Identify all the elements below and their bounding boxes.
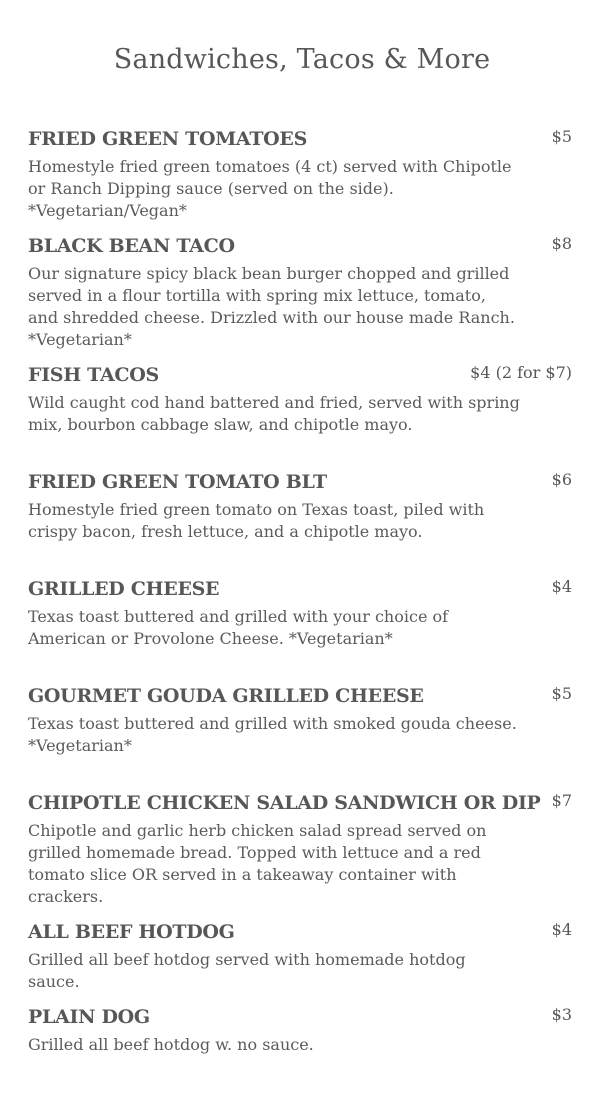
menu-item-all-beef-hotdog <box>28 921 572 993</box>
item-header <box>28 128 572 152</box>
item-description: Homestyle fried green tomatoes (4 ct) served with Chipotle or Ranch Dipping sauce (served on the side). *Vegetarian/Vegan* <box>28 157 512 220</box>
menu-item-black-bean-taco <box>28 235 572 351</box>
item-price: $8 <box>551 234 572 253</box>
item-name: FRIED GREEN TOMATO BLT <box>28 471 327 493</box>
item-price: $5 <box>551 127 572 146</box>
item-description: Grilled all beef hotdog served with homemade hotdog sauce. <box>28 950 466 991</box>
page-title: Sandwiches, Tacos & More <box>113 44 491 75</box>
item-name: BLACK BEAN TACO <box>28 235 235 257</box>
menu-item-fried-green-tomato-blt <box>28 471 572 543</box>
item-description: Texas toast buttered and grilled with your choice of American or Provolone Cheese. *Vegetarian* <box>28 607 449 648</box>
item-name: GRILLED CHEESE <box>28 578 220 600</box>
item-price: $3 <box>551 1005 572 1024</box>
menu-item-fried-green-tomatoes <box>28 128 572 222</box>
item-header <box>28 792 572 816</box>
menu-item-fish-tacos <box>28 364 572 436</box>
menu-item-gourmet-gouda-grilled-cheese <box>28 685 572 757</box>
item-header <box>28 578 572 602</box>
item-price: $5 <box>551 684 572 703</box>
item-header <box>28 921 572 945</box>
item-header <box>28 685 572 709</box>
item-description: Wild caught cod hand battered and fried, served with spring mix, bourbon cabbage slaw, and chipotle mayo. <box>28 393 520 434</box>
menu-item-grilled-cheese <box>28 578 572 650</box>
item-price: $7 <box>551 791 572 810</box>
item-description: Our signature spicy black bean burger chopped and grilled served in a flour tortilla with spring mix lettuce, tomato, and shredded cheese. Drizzled with our house made Ranch. *Vegetarian* <box>28 264 515 349</box>
item-name: ALL BEEF HOTDOG <box>28 921 235 943</box>
menu-item-plain-dog <box>28 1006 572 1056</box>
item-header <box>28 471 572 495</box>
item-name: FISH TACOS <box>28 364 159 386</box>
item-description: Grilled all beef hotdog w. no sauce. <box>28 1035 314 1054</box>
item-price: $4 <box>551 577 572 596</box>
item-price: $4 (2 for $7) <box>470 363 572 382</box>
item-header <box>28 364 572 388</box>
item-description: Texas toast buttered and grilled with smoked gouda cheese. *Vegetarian* <box>28 714 517 755</box>
item-description: Chipotle and garlic herb chicken salad spread served on grilled homemade bread. Topped with lettuce and a red tomato slice OR served in a takeaway container with crackers. <box>28 821 487 906</box>
item-name: CHIPOTLE CHICKEN SALAD SANDWICH OR DIP <box>28 792 541 814</box>
item-price: $4 <box>551 920 572 939</box>
item-name: PLAIN DOG <box>28 1006 150 1028</box>
item-description: Homestyle fried green tomato on Texas toast, piled with crispy bacon, fresh lettuce, and a chipotle mayo. <box>28 500 485 541</box>
item-price: $6 <box>551 470 572 489</box>
item-header <box>28 235 572 259</box>
item-name: GOURMET GOUDA GRILLED CHEESE <box>28 685 424 707</box>
item-name: FRIED GREEN TOMATOES <box>28 128 308 150</box>
item-header <box>28 1006 572 1030</box>
menu-item-chipotle-chicken-salad <box>28 792 572 908</box>
